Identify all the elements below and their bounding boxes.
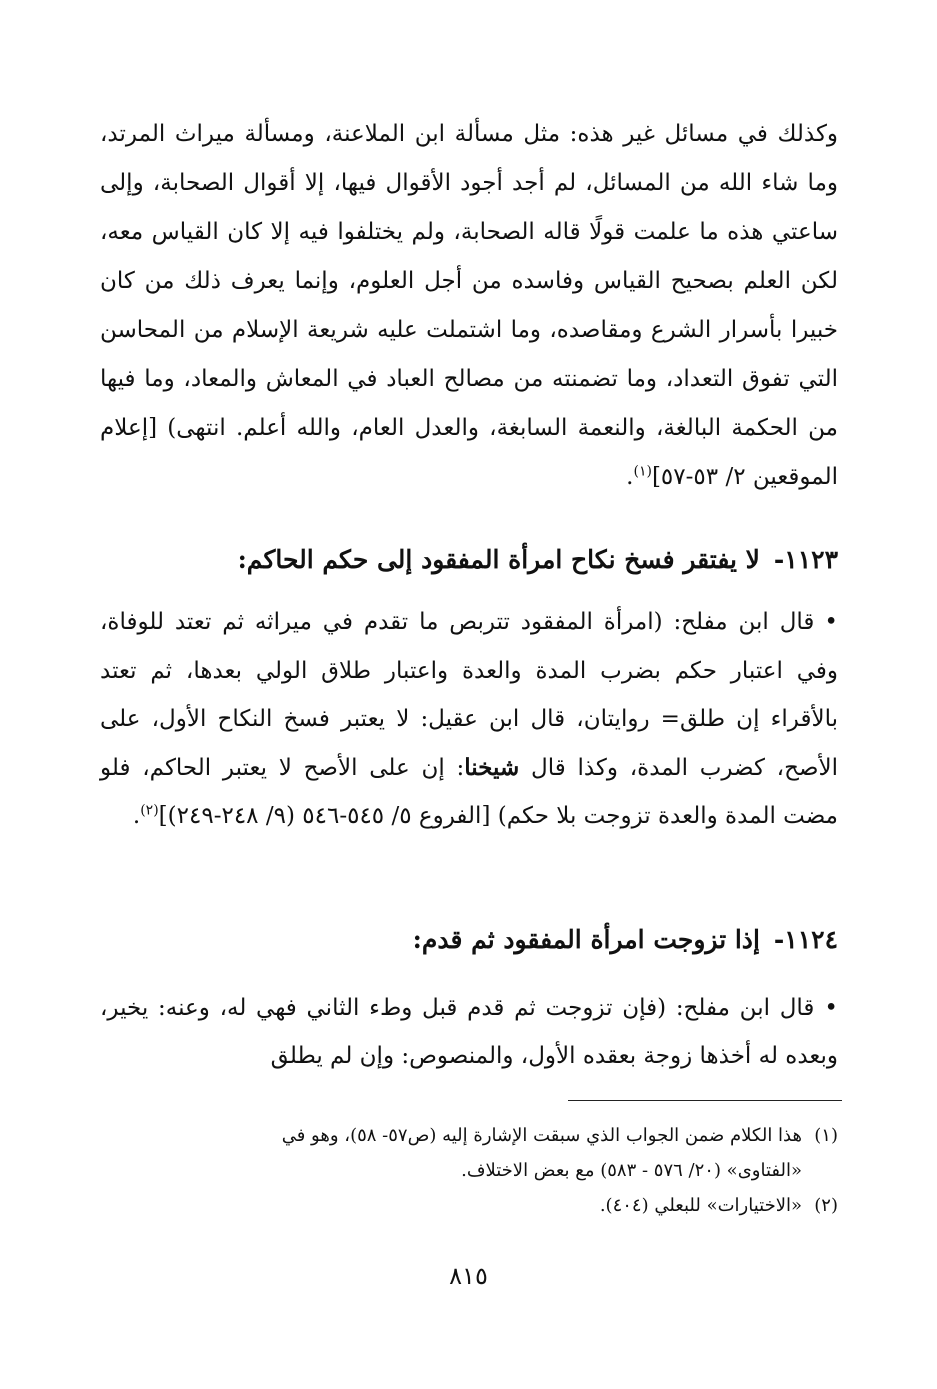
section-number: ١١٢٣-	[773, 545, 838, 574]
footnote-ref-2: (٢)	[140, 802, 159, 819]
section-heading-1123	[100, 540, 838, 580]
bullet-icon: •	[824, 609, 838, 635]
intro-paragraph	[100, 110, 838, 502]
footnote-number: (٢)	[814, 1195, 838, 1216]
footnote-1	[100, 1118, 838, 1153]
paragraph-text	[100, 984, 838, 1080]
intro-text	[100, 110, 838, 502]
footnote-text: هذا الكلام ضمن الجواب الذي سبقت الإشارة إليه (ص٥٧- ٥٨)، وهو في	[281, 1125, 802, 1146]
paragraph-end: .	[132, 803, 141, 829]
intro-body: وكذلك في مسائل غير هذه: مثل مسألة ابن الملاعنة، ومسألة ميراث المرتد، وما شاء الله من المسائل، لم أجد أجود الأقوال فيها، إلا أقوال الصحابة، وإلى ساعتي هذه ما علمت قولًا قاله الصحابة، ولم يختلفوا فيه إلا كان القياس معه، لكن العلم بصحيح القياس وفاسده من أجل العلوم، وإنما يعرف ذلك من كان خبيرا بأسرار الشرع ومقاصده، وما اشتملت عليه شريعة الإسلام من المحاسن التي تفوق التعداد، وما تضمنته من مصالح العباد في المعاش والمعاد، وما فيها من الحكمة البالغة، والنعمة السابغة، والعدل العام، والله أعلم. انتهى) [إعلام الموقعين ٢/ ٥٣-٥٧]	[100, 121, 838, 490]
bold-word: شيخنا	[464, 753, 520, 781]
footnote-2	[100, 1188, 838, 1223]
paragraph-text	[100, 598, 838, 841]
intro-end: .	[626, 464, 634, 490]
section-number: ١١٢٤-	[773, 925, 838, 954]
footnote-text: «الفتاوى» (٢٠/ ٥٧٦ - ٥٨٣) مع بعض الاختلاف.	[461, 1160, 802, 1181]
footnote-number: (١)	[814, 1125, 838, 1146]
footnote-separator	[568, 1100, 842, 1101]
section-paragraph-1123	[100, 598, 838, 841]
footnote-ref-1: (١)	[633, 463, 652, 480]
section-title: لا يفتقر فسخ نكاح امرأة المفقود إلى حكم الحاكم:	[237, 545, 760, 574]
section-heading-1124	[100, 920, 838, 960]
paragraph-body-start: قال ابن مفلح: (امرأة المفقود تتربص ما تقدم في ميراثه ثم تعتد للوفاة، وفي اعتبار حكم بضرب المدة والعدة واعتبار طلاق الولي بعدها، ثم تعتد بالأقراء إن طلق= روايتان، قال ابن عقيل: لا يعتبر فسخ النكاح الأول، على الأصح، كضرب المدة، وكذا قال	[100, 609, 838, 781]
footnotes	[100, 1118, 838, 1223]
footnote-text: «الاختيارات» للبعلي (٤٠٤).	[599, 1195, 802, 1216]
bullet-icon: •	[824, 995, 838, 1021]
paragraph-body-end: : إن على الأصح لا يعتبر الحاكم، فلو مضت المدة والعدة تزوجت بلا حكم) [الفروع ٥/ ٥٤٥-٥٤٦ (٩/ ٢٤٨-٢٤٩)]	[100, 754, 838, 829]
paragraph-body: قال ابن مفلح: (فإن تزوجت ثم قدم قبل وطء الثاني فهي له، وعنه: يخير، وبعده له أخذها زوجة بعقده الأول، والمنصوص: وإن لم يطلق	[100, 995, 838, 1069]
section-paragraph-1124	[100, 984, 838, 1080]
page-number: ٨١٥	[449, 1262, 488, 1290]
footnote-1-continued	[100, 1153, 838, 1188]
section-title: إذا تزوجت امرأة المفقود ثم قدم:	[412, 925, 760, 954]
